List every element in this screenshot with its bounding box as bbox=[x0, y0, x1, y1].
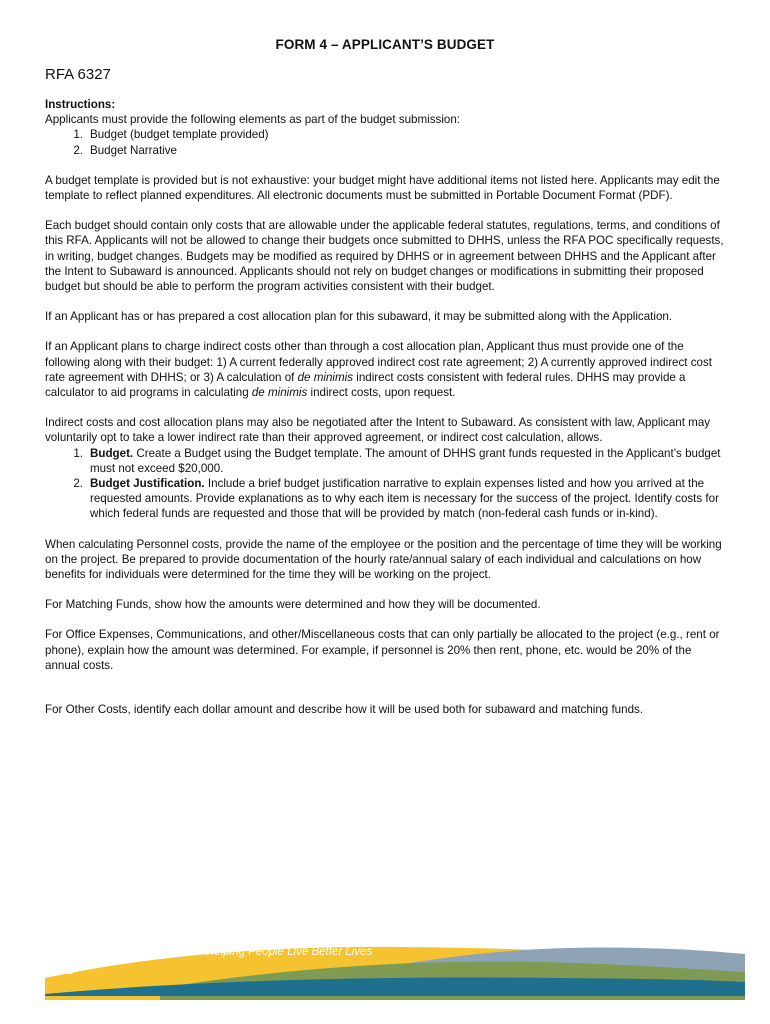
paragraph-personnel: When calculating Personnel costs, provide the name of the employee or the position and the percentage of time they will be working on the project. Be prepared to provide documentation of the hourly rate/annual salary of each individual and calculations on how benefits for individuals were determined for the time they will be working on the project. bbox=[45, 537, 722, 582]
budget-item-label: Budget Justification. bbox=[90, 477, 205, 491]
paragraph-office-expenses: For Office Expenses, Communications, and other/Miscellaneous costs that can only partially be allocated to the project (e.g., rent or phone), explain how the amount was determined. For example, if personnel is 20% then rent, phone, etc. would be 20% of the annual costs. bbox=[45, 628, 720, 672]
instructions-intro: Applicants must provide the following elements as part of the budget submission: bbox=[45, 113, 461, 127]
paragraph-allowable-costs: Each budget should contain only costs that are allowable under the applicable federal statutes, regulations, terms, and conditions of this RFA. Applicants will not be allowed to change their budgets once submitted to DHHS, unless the RFA POC specifically requests, in writing, budget changes. Budgets may be modified as required by DHHS or in agreement between DHHS and the Applicant after the Intent to Subaward is announced. Applicants should not rely on budget changes or modifications in submitting their proposed budget but should be able to perform the program activities consistent with their budget. bbox=[45, 219, 724, 294]
list-item: 1. Budget (budget template provided) bbox=[45, 127, 725, 142]
paragraph-indirect-costs: If an Applicant plans to charge indirect costs other than through a cost allocation plan, Applicant thus must provide one of the following along with their budget: 1) A current federally approved indirect cost rate agreement; 2) A currently approved indirect cost rate agreement with DHHS; or 3) A calculation of de minimis indirect costs consistent with federal rules. DHHS may provide a calculator to aid programs in calculating de minimis indirect costs, upon request. bbox=[45, 340, 713, 400]
list-item: 2. Budget Narrative bbox=[45, 143, 725, 158]
instructions-item: Budget Narrative bbox=[90, 143, 177, 157]
instructions-heading: Instructions: bbox=[45, 98, 116, 111]
rfa-number: RFA 6327 bbox=[45, 66, 111, 83]
paragraph-negotiation: Indirect costs and cost allocation plans may also be negotiated after the Intent to Subaward. As consistent with law, Applicant may voluntarily opt to take a lower indirect rate than their approved agreement, or indirect cost calculation, allows. bbox=[45, 416, 711, 445]
footer-year: 2023 bbox=[45, 962, 74, 977]
budget-list-item: 1. Budget. Create a Budget using the Budget template. The amount of DHHS grant funds requested in the Applicant’s budget must not exceed $20,000. bbox=[73, 446, 721, 475]
paragraph-template: A budget template is provided but is not exhaustive: your budget might have additional items not listed here. Applicants may edit the template to reflect planned expenditures. All electronic documents must be submitted in Portable Document Format (PDF). bbox=[45, 173, 720, 203]
budget-item-label: Budget. bbox=[90, 446, 134, 460]
footer-tagline: Helping People Live Better Lives bbox=[206, 946, 373, 958]
footer-wave-graphic bbox=[0, 938, 770, 1000]
instructions-item: Budget (budget template provided) bbox=[90, 128, 269, 142]
paragraph-other-costs: For Other Costs, identify each dollar amount and describe how it will be used both for subaward and matching funds. bbox=[45, 703, 644, 717]
paragraph-matching-funds: For Matching Funds, show how the amounts were determined and how they will be documented. bbox=[45, 598, 541, 612]
form-title: FORM 4 – APPLICANT’S BUDGET bbox=[275, 37, 495, 52]
budget-list-item: 2. Budget Justification. Include a brief budget justification narrative to explain expenses listed and how you arrived at the requested amounts. Provide explanations as to why each item is necessary for the success of the project. Identify costs for which federal funds are requested and those that will be provided by match (non-federal cash funds or in-kind). bbox=[73, 477, 719, 521]
paragraph-cost-allocation: If an Applicant has or has prepared a cost allocation plan for this subaward, it may be submitted along with the Application. bbox=[45, 310, 673, 324]
document-body bbox=[45, 97, 725, 717]
footer-banner bbox=[0, 938, 770, 1000]
